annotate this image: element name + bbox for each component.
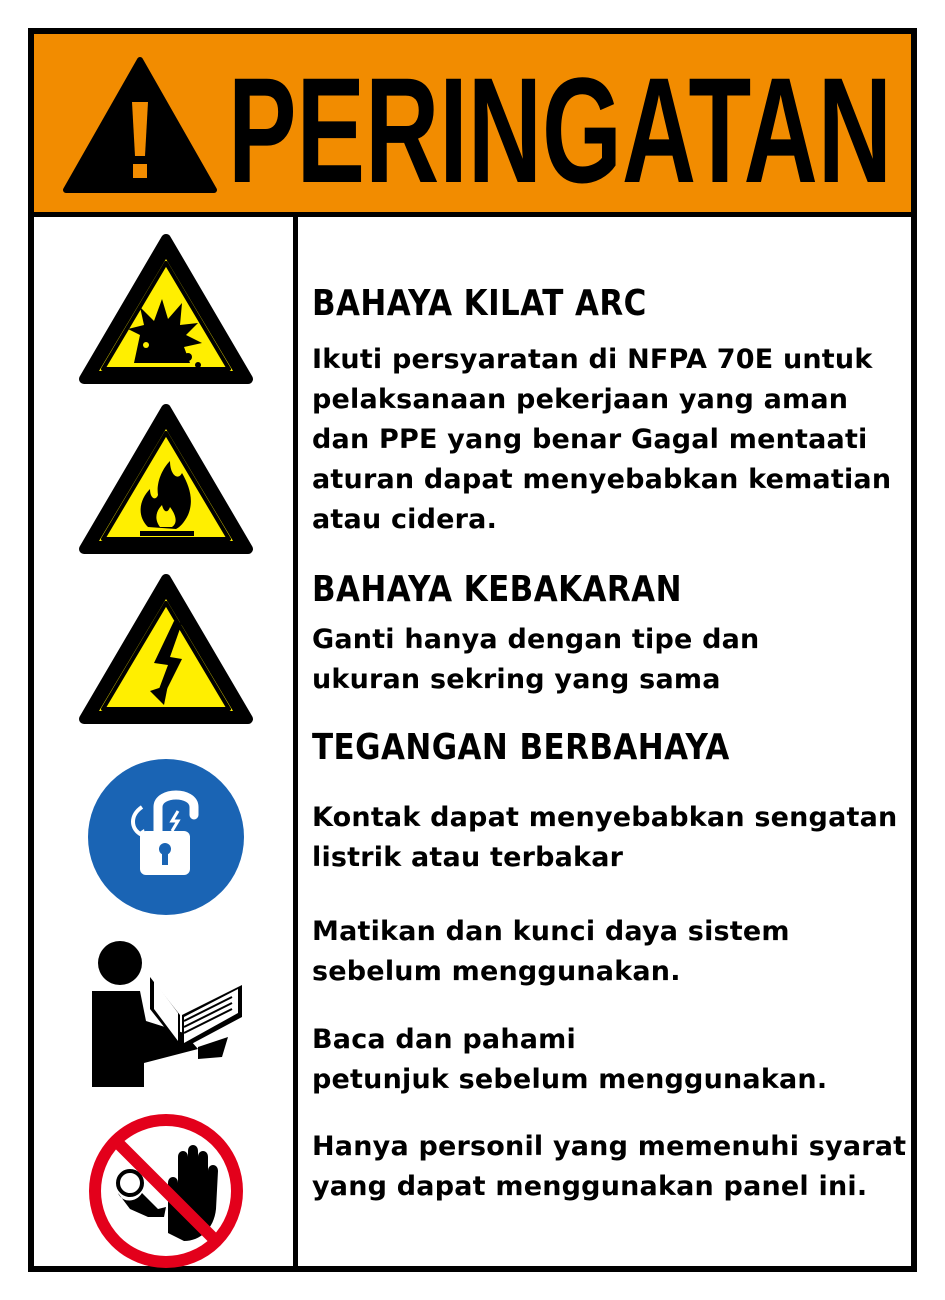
- arc-flash-warning-icon: [78, 233, 254, 385]
- read-manual-icon: [88, 937, 248, 1087]
- warning-sign: [28, 28, 917, 1272]
- section-body-fire: Ganti hanya dengan tipe dan ukuran sekring yang sama: [312, 624, 760, 695]
- warning-triangle-icon: [62, 56, 218, 194]
- no-unauthorized-access-icon: [88, 1113, 244, 1269]
- note-authorized-only: Hanya personil yang memenuhi syarat yang dapat menggunakan panel ini.: [312, 1131, 907, 1202]
- section-body-arc: Ikuti persyaratan di NFPA 70E untuk pelaksanaan pekerjaan yang aman dan PPE yang benar Gagal mentaati aturan dapat menyebabkan kematian atau cidera.: [312, 344, 892, 535]
- section-heading-arc: BAHAYA KILAT ARC: [312, 283, 647, 324]
- electric-shock-warning-icon: [78, 573, 254, 725]
- header-title: PERINGATAN: [228, 54, 892, 194]
- lockout-padlock-icon: [88, 759, 244, 915]
- section-heading-voltage: TEGANGAN BERBAHAYA: [312, 727, 730, 768]
- fire-warning-icon: [78, 403, 254, 555]
- note-read-manual: Baca dan pahami petunjuk sebelum menggunakan.: [312, 1024, 828, 1095]
- icon-column: [34, 217, 298, 1266]
- section-heading-fire: BAHAYA KEBAKARAN: [312, 569, 682, 610]
- note-lockout: Matikan dan kunci daya sistem sebelum menggunakan.: [312, 916, 790, 987]
- section-body-voltage: Kontak dapat menyebabkan sengatan listrik atau terbakar: [312, 802, 898, 873]
- header-title-svg: [224, 54, 894, 194]
- sign-header: [34, 34, 911, 217]
